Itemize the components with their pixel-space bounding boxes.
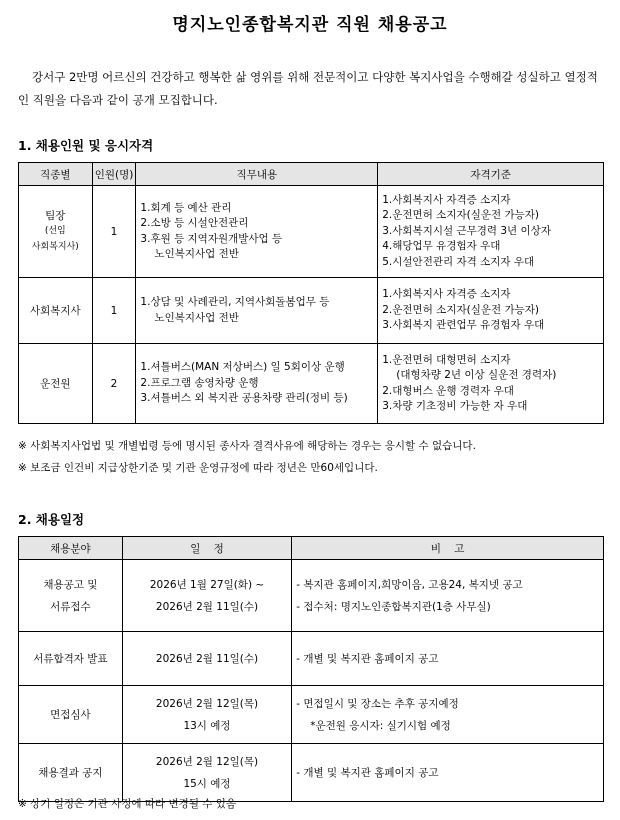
- table-header-row: [19, 537, 604, 560]
- date-text: 2026년 2월 11일(수): [155, 600, 259, 613]
- duty-item: 2.프로그램 송영차량 운행: [140, 376, 259, 389]
- positions-table: [18, 162, 604, 424]
- note-disqualification: ※ 사회복지사업법 및 개별법령 등에 명시된 종사자 결격사유에 해당하는 경우는 응시할 수 없습니다.: [18, 440, 476, 452]
- date-cell: [122, 744, 292, 802]
- table-row: [19, 632, 604, 686]
- qual-item: 5.시설안전관리 자격 소지자 우대: [382, 255, 535, 268]
- date-text: 2026년 1월 27일(화) ~: [149, 578, 265, 591]
- duty-item: 1.셔틀버스(MAN 저상버스) 일 5회이상 운행: [140, 361, 345, 374]
- table-row: [19, 344, 604, 424]
- qual-item: 3.사회복지시설 근무경력 3년 이상자: [382, 224, 551, 237]
- job-sub: (선임: [44, 226, 66, 236]
- table-row: [19, 560, 604, 632]
- date-cell: 2026년 2월 11일(수): [122, 632, 292, 686]
- schedule-table: [18, 536, 604, 802]
- qual-item: 3.차량 기초정비 가능한 자 우대: [382, 400, 528, 412]
- intro-paragraph: 강서구 2만명 어르신의 건강하고 행복한 삶 영위를 위해 전문적이고 다양한 복지사업을 수행해갈 성실하고 열정적인 직원을 다음과 같이 공개 모집합니다.: [18, 70, 598, 107]
- header-job: 직종별: [19, 163, 93, 186]
- duty-item: 노인복지사업 전반: [154, 248, 239, 260]
- header-schedule: 일 정: [122, 537, 292, 560]
- job-cell: [19, 186, 93, 278]
- duties-cell: [136, 278, 378, 344]
- header-quals: 자격기준: [378, 163, 604, 186]
- quals-cell: [378, 186, 604, 278]
- field-cell: 면접심사: [19, 686, 123, 744]
- duty-item: 1.회계 등 예산 관리: [140, 201, 232, 214]
- date-text: 15시 예정: [183, 777, 231, 790]
- date-text: 13시 예정: [183, 719, 231, 732]
- remark-text: - 복지관 홈페이지,희망이음, 고용24, 복지넷 공고: [296, 578, 523, 591]
- header-duties: 직무내용: [136, 163, 378, 186]
- job-cell: 사회복지사: [19, 278, 93, 344]
- table-row: [19, 686, 604, 744]
- date-cell: [122, 686, 292, 744]
- duty-item: 노인복지사업 전반: [154, 311, 239, 324]
- quals-cell: [378, 344, 604, 424]
- qual-item: 1.사회복지사 자격증 소지자: [382, 288, 511, 301]
- duty-item: 1.상담 및 사례관리, 지역사회돌봄업무 등: [140, 296, 330, 308]
- quals-cell: [378, 278, 604, 344]
- date-text: 2026년 2월 12일(목): [155, 697, 259, 710]
- duty-item: 3.후원 등 지역자원개발사업 등: [140, 232, 283, 245]
- table-header-row: [19, 163, 604, 186]
- remark-cell: - 개별 및 복지관 홈페이지 공고: [292, 744, 604, 802]
- page-title: 명지노인종합복지관 직원 채용공고: [172, 15, 448, 35]
- job-name: 팀장: [45, 210, 66, 222]
- count-cell: 2: [92, 344, 136, 424]
- remark-cell: [292, 560, 604, 632]
- table-row: [19, 744, 604, 802]
- remark-cell: - 개별 및 복지관 홈페이지 공고: [292, 632, 604, 686]
- header-count: 인원(명): [92, 163, 136, 186]
- note-retirement-age: ※ 보조금 인건비 지급상한기준 및 기관 운영규정에 따라 정년은 만60세입니다.: [18, 462, 378, 474]
- remark-text: - 면접일시 및 장소는 추후 공지예정: [296, 697, 459, 710]
- qual-item: 1.운전면허 대형면허 소지자: [382, 353, 511, 366]
- table-row: [19, 186, 604, 278]
- field-text: 서류접수: [50, 600, 91, 613]
- qual-item: 1.사회복지사 자격증 소지자: [382, 193, 511, 206]
- job-sub: 사회복지사): [31, 242, 79, 252]
- qual-item: 4.해당업무 유경험자 우대: [382, 240, 501, 253]
- header-field: 채용분야: [19, 537, 123, 560]
- section1-heading: 1. 채용인원 및 응시자격: [18, 138, 154, 153]
- date-text: 2026년 2월 12일(목): [155, 755, 259, 768]
- job-cell: 운전원: [19, 344, 93, 424]
- field-cell: [19, 560, 123, 632]
- qual-item: 3.사회복지 관련업무 유경험자 우대: [382, 319, 545, 332]
- date-cell: [122, 560, 292, 632]
- duty-item: 3.셔틀버스 외 복지관 공용차량 관리(정비 등): [140, 392, 348, 405]
- field-text: 채용공고 및: [43, 578, 98, 591]
- qual-item: 2.운전면허 소지자(실운전 가능자): [382, 303, 539, 316]
- footnote-schedule-change: ※ 상기 일정은 기관 사정에 따라 변경될 수 있음: [18, 798, 237, 810]
- duties-cell: [136, 186, 378, 278]
- section2-heading: 2. 채용일정: [18, 512, 85, 527]
- count-cell: 1: [92, 186, 136, 278]
- count-cell: 1: [92, 278, 136, 344]
- remark-cell: [292, 686, 604, 744]
- qual-item: (대형차량 2년 이상 실운전 경력자): [396, 369, 557, 381]
- duty-item: 2.소방 등 시설안전관리: [140, 217, 249, 229]
- table-row: [19, 278, 604, 344]
- qual-item: 2.대형버스 운행 경력자 우대: [382, 384, 514, 397]
- duties-cell: [136, 344, 378, 424]
- remark-text: *운전원 응시자: 실기시험 예정: [310, 719, 451, 732]
- field-cell: 채용결과 공지: [19, 744, 123, 802]
- header-remarks: 비 고: [292, 537, 604, 560]
- remark-text: - 접수처: 명지노인종합복지관(1층 사무실): [296, 600, 491, 613]
- field-cell: 서류합격자 발표: [19, 632, 123, 686]
- qual-item: 2.운전면허 소지자(실운전 가능자): [382, 209, 539, 222]
